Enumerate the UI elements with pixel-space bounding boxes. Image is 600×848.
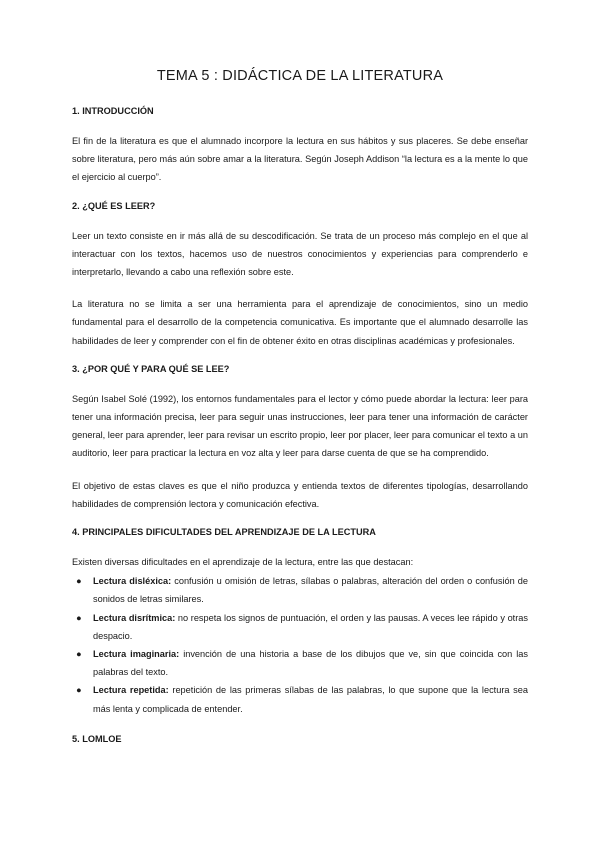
list-item bbox=[72, 645, 528, 681]
paragraph: Según Isabel Solé (1992), los entornos fundamentales para el lector y cómo puede abordar la lectura: leer para tener una información precisa, leer para seguir unas instrucciones, leer para tener una información de carácter general, leer para aprender, leer para revisar un escrito propio, leer por placer, leer para comunicar el texto a un auditorio, leer para practicar la lectura en voz alta y leer para darse cuenta de que se ha comprendido. bbox=[72, 393, 528, 459]
section-que-es-leer bbox=[72, 201, 528, 350]
item-term: Lectura imaginaria: bbox=[93, 649, 180, 660]
section-lomloe bbox=[72, 734, 528, 744]
item-text: confusión u omisión de letras, sílabas o palabras, alteración del orden o confusión de sonidos de letras similares. bbox=[93, 576, 528, 605]
paragraph: El fin de la literatura es que el alumnado incorpore la lectura en sus hábitos y sus placeres. Se debe enseñar sobre literatura, pero más aún sobre amar a la literatura. Según Joseph Addison “la lectura es a la mente lo que el ejercicio al cuerpo”. bbox=[72, 136, 528, 183]
item-term: Lectura disrítmica: bbox=[93, 612, 176, 623]
document-title: TEMA 5 : DIDÁCTICA DE LA LITERATURA bbox=[156, 68, 444, 84]
section-heading: 5. LOMLOE bbox=[72, 733, 122, 744]
bullet-icon: ● bbox=[76, 685, 82, 696]
paragraph: La literatura no se limita a ser una herramienta para el aprendizaje de conocimientos, sino un medio fundamental para el desarrollo de la competencia comunicativa. Es importante que el alumnado desarrolle las habilidades de leer y comprender con el fin de obtener éxito en otras disciplinas académicas y profesionales. bbox=[72, 299, 528, 346]
bullet-icon: ● bbox=[76, 576, 82, 587]
paragraph: Leer un texto consiste en ir más allá de su descodificación. Se trata de un proceso más complejo en el que al interactuar con los textos, hacemos uso de nuestros conocimientos y experiencias para comprenderlo e interpretarlo, llevando a cabo una reflexión sobre este. bbox=[72, 230, 528, 278]
bullet-icon: ● bbox=[76, 649, 82, 660]
item-term: Lectura disléxica: bbox=[93, 576, 172, 587]
section-introduccion bbox=[72, 106, 528, 187]
item-term: Lectura repetida: bbox=[93, 685, 169, 696]
list-item bbox=[72, 681, 528, 717]
section-heading: 4. PRINCIPALES DIFICULTADES DEL APRENDIZAJE DE LA LECTURA bbox=[72, 527, 376, 538]
section-dificultades bbox=[72, 527, 528, 718]
item-text: invención de una historia a base de los dibujos que ve, sin que coincida con las palabras del texto. bbox=[93, 649, 528, 678]
list-item bbox=[72, 572, 528, 608]
section-heading: 2. ¿QUÉ ES LEER? bbox=[72, 200, 156, 211]
list-intro: Existen diversas dificultades en el aprendizaje de la lectura, entre las que destacan: bbox=[72, 557, 414, 568]
paragraph: El objetivo de estas claves es que el niño produzca y entienda textos de diferentes tipologías, desarrollando habilidades de comprensión lectora y comunicación efectiva. bbox=[72, 480, 528, 509]
bullet-icon: ● bbox=[76, 612, 82, 623]
item-text: repetición de las primeras sílabas de las palabras, lo que supone que la lectura sea más lenta y complicada de entender. bbox=[93, 685, 528, 714]
section-por-que-se-lee bbox=[72, 364, 528, 513]
list-item bbox=[72, 609, 528, 645]
difficulties-list bbox=[72, 572, 528, 718]
section-heading: 1. INTRODUCCIÓN bbox=[72, 106, 154, 116]
item-text: no respeta los signos de puntuación, el orden y las pausas. A veces lee rápido y otras despacio. bbox=[93, 612, 528, 641]
section-heading: 3. ¿POR QUÉ Y PARA QUÉ SE LEE? bbox=[72, 363, 230, 374]
